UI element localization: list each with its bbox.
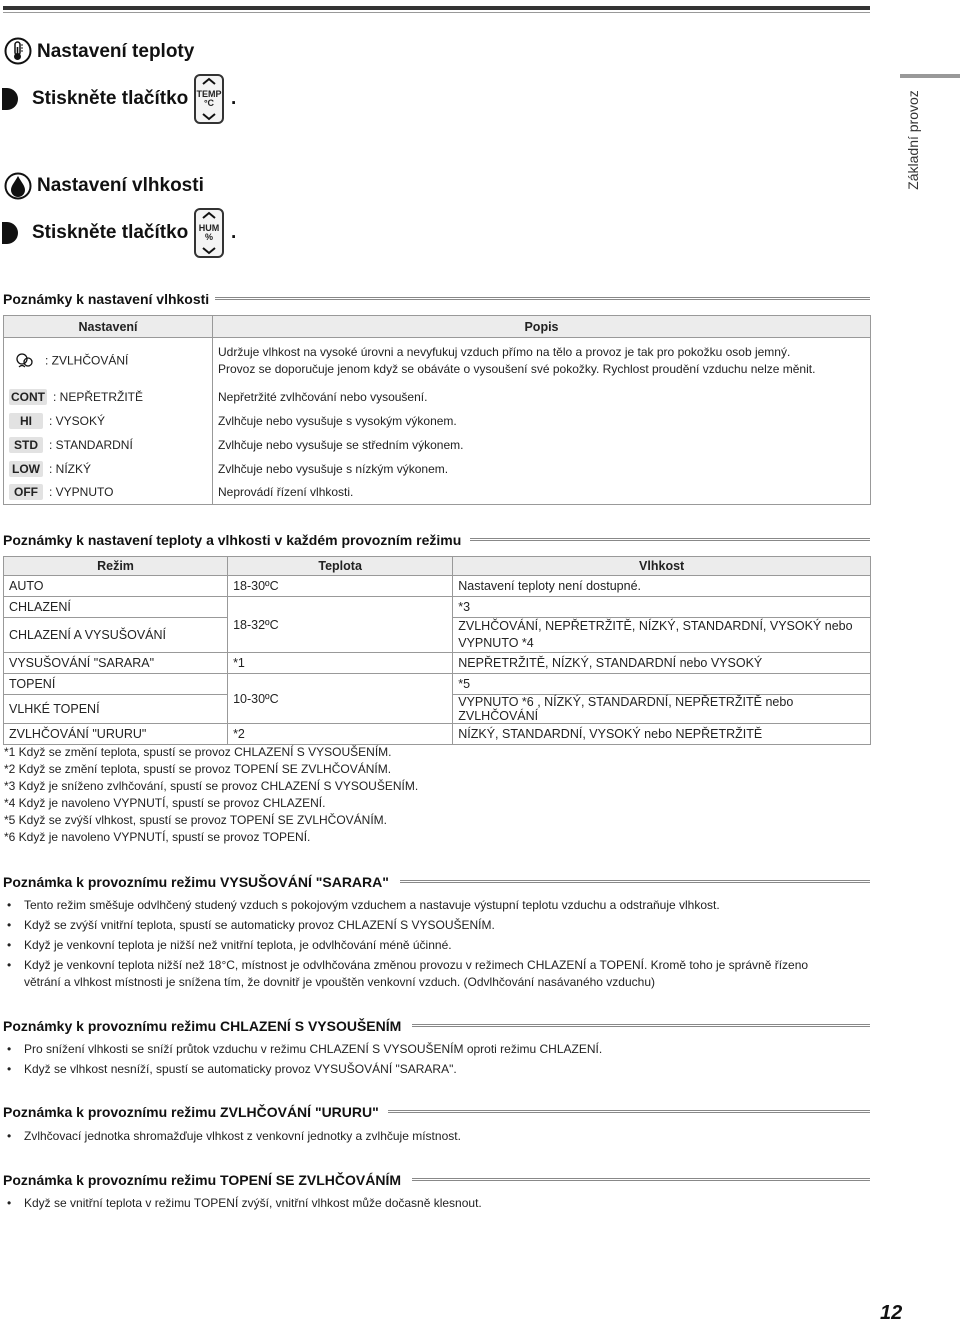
side-tab-bar <box>900 74 960 78</box>
table-row <box>4 481 871 505</box>
table-row <box>4 674 871 695</box>
section-title-cooldry: Poznámky k provoznímu režimu CHLAZENÍ S VYSOUŠENÍM <box>3 1018 407 1034</box>
mode-cell: AUTO <box>4 576 228 597</box>
humidity-cell: Nastavení teploty není dostupné. <box>453 576 871 597</box>
heathum-bullets <box>4 1195 864 1212</box>
mode-cell: VLHKÉ TOPENÍ <box>4 695 228 724</box>
setting-label: : ZVLHČOVÁNÍ <box>45 353 129 368</box>
col-description-header: Popis <box>213 316 871 338</box>
list-item: • Když se vnitřní teplota v režimu TOPENÍ zvýší, vnitřní vlhkost může dočasně klesnout. <box>4 1195 864 1212</box>
table-row <box>4 653 871 674</box>
mode-cell: ZVLHČOVÁNÍ "URURU" <box>4 724 228 745</box>
setting-label: : STANDARDNÍ <box>49 437 133 452</box>
table-row <box>4 338 871 385</box>
col-humidity-header: Vlhkost <box>453 557 871 576</box>
table-row <box>4 433 871 457</box>
setting-label: : VYSOKÝ <box>49 413 106 428</box>
humidity-cell: NEPŘETRŽITĚ, NÍZKÝ, STANDARDNÍ nebo VYSOKÝ <box>453 653 871 674</box>
temperature-cell: 18-30ºC <box>228 576 453 597</box>
page-number: 12 <box>880 1302 903 1324</box>
water-drop-icon <box>4 172 32 205</box>
humidify-icon <box>9 352 39 371</box>
step-marker <box>2 222 18 244</box>
setting-description: Neprovádí řízení vlhkosti. <box>213 481 871 505</box>
list-item: • Pro snížení vlhkosti se sníží průtok vzduchu v režimu CHLAZENÍ S VYSOUŠENÍM oproti režimu CHLAZENÍ. <box>4 1041 864 1058</box>
setting-description: Udržuje vlhkost na vysoké úrovni a nevyfukuj vzduch přímo na tělo a provoz je tak pro pokožku osob jemný. <box>218 345 791 360</box>
table-row <box>4 576 871 597</box>
footnote: *5 Když se zvýší vlhkost, spustí se provoz TOPENÍ SE ZVLHČOVÁNÍM. <box>4 813 388 827</box>
section-rule <box>388 1110 870 1113</box>
setting-description: Zvlhčuje nebo vysušuje s nízkým výkonem. <box>213 457 871 481</box>
mode-cell: VYSUŠOVÁNÍ "SARARA" <box>4 653 228 674</box>
mode-cell: CHLAZENÍ A VYSUŠOVÁNÍ <box>4 618 228 653</box>
hi-icon: HI <box>9 413 43 429</box>
list-item-line: • Když je venkovní teplota nižší než 18°C, místnost je odvlhčována změnou provozu v režimech CHLAZENÍ a TOPENÍ. Kromě toho je správně řízeno <box>24 958 809 972</box>
thermometer-icon <box>4 37 32 70</box>
table-header-row <box>4 557 871 576</box>
temperature-cell: 10-30ºC <box>228 674 453 724</box>
temperature-heading: Nastavení teploty <box>37 41 195 62</box>
low-icon: LOW <box>9 461 43 477</box>
temp-button-label: TEMP <box>196 89 222 99</box>
humidity-cell: VYPNUTO *6 , NÍZKÝ, STANDARDNÍ, NEPŘETRŽITĚ nebo ZVLHČOVÁNÍ <box>453 695 871 724</box>
table-row <box>4 409 871 433</box>
chevron-up-icon <box>201 77 217 85</box>
humidity-heading: Nastavení vlhkosti <box>37 175 204 196</box>
modes-table <box>3 556 871 745</box>
setting-description: Zvlhčuje nebo vysušuje se středním výkonem. <box>213 433 871 457</box>
temperature-cell: *1 <box>228 653 453 674</box>
footnote: *4 Když je navoleno VYPNUTÍ, spustí se provoz CHLAZENÍ. <box>4 796 326 810</box>
list-item: • Když se vlhkost nesníží, spustí se automaticky provoz VYSUŠOVÁNÍ "SARARA". <box>4 1061 864 1078</box>
temp-button-unit: °C <box>203 98 215 108</box>
table-row <box>4 724 871 745</box>
cont-icon: CONT <box>11 389 45 404</box>
ururu-bullets <box>4 1128 864 1145</box>
setting-description: Provoz se doporučuje jenom když se obáváte o vysoušení své pokožky. Rychlost proudění vzduchu nelze měnit. <box>218 362 816 377</box>
humidity-press-text: Stiskněte tlačítko <box>32 222 189 243</box>
temp-button[interactable] <box>194 74 224 124</box>
hum-button-label: HUM <box>198 223 220 233</box>
section-title-heathum: Poznámka k provoznímu režimu TOPENÍ SE ZVLHČOVÁNÍM <box>3 1172 407 1188</box>
list-item-line: větrání a vlhkost místnosti je snížena tím, že dovnitř je vpouštěn venkovní vzduch. (Odvlhčování nasávaného vzduchu) <box>24 975 655 989</box>
section-title-sarara: Poznámka k provoznímu režimu VYSUŠOVÁNÍ "SARARA" <box>3 874 395 890</box>
step-marker <box>2 88 18 110</box>
section-title-ururu: Poznámka k provoznímu režimu ZVLHČOVÁNÍ "URURU" <box>3 1104 385 1120</box>
section-rule <box>412 1024 870 1027</box>
std-icon: STD <box>9 437 43 453</box>
table-header-row <box>4 316 871 338</box>
footnote: *6 Když je navoleno VYPNUTÍ, spustí se provoz TOPENÍ. <box>4 830 311 844</box>
footnote: *3 Když je sníženo zvlhčování, spustí se provoz CHLAZENÍ S VYSOUŠENÍM. <box>4 779 419 793</box>
table-row <box>4 597 871 618</box>
table-row <box>4 385 871 409</box>
temperature-press-text: Stiskněte tlačítko <box>32 88 189 109</box>
setting-description: Nepřetržité zvlhčování nebo vysoušení. <box>213 385 871 409</box>
setting-description: Zvlhčuje nebo vysušuje s vysokým výkonem. <box>213 409 871 433</box>
col-temperature-header: Teplota <box>228 557 453 576</box>
mode-cell: CHLAZENÍ <box>4 597 228 618</box>
list-item: • Tento režim směšuje odvlhčený studený vzduch s pokojovým vzduchem a nastavuje výstupní teplotu vzduchu a odstraňuje vlhkost. <box>4 897 864 914</box>
section-rule <box>200 297 870 300</box>
top-rule <box>3 6 870 10</box>
chevron-up-icon <box>201 211 217 219</box>
humidity-settings-table <box>3 315 871 505</box>
table-row <box>4 457 871 481</box>
section-rule <box>400 880 870 883</box>
chevron-down-icon <box>201 247 217 255</box>
humidity-cell: *5 <box>453 674 871 695</box>
temperature-cell: 18-32ºC <box>228 597 453 653</box>
humidity-cell: NÍZKÝ, STANDARDNÍ, VYSOKÝ nebo NEPŘETRŽITĚ <box>453 724 871 745</box>
hum-button-unit: % <box>204 232 213 242</box>
section-rule <box>412 1178 870 1181</box>
col-setting-header: Nastavení <box>4 316 213 338</box>
col-mode-header: Režim <box>4 557 228 576</box>
section-title-humidity-notes: Poznámky k nastavení vlhkosti <box>3 291 215 307</box>
humidity-cell: ZVLHČOVÁNÍ, NEPŘETRŽITĚ, NÍZKÝ, STANDARDNÍ, VYSOKÝ nebo VYPNUTO *4 <box>453 618 871 653</box>
setting-label: : NEPŘETRŽITĚ <box>53 389 144 404</box>
chevron-down-icon <box>201 113 217 121</box>
off-icon: OFF <box>9 484 43 500</box>
list-item <box>4 957 864 991</box>
section-rule <box>470 538 870 541</box>
hum-button[interactable] <box>194 208 224 258</box>
list-item: • Když je venkovní teplota je nižší než vnitřní teplota, je odvlhčování méně účinné. <box>4 937 864 954</box>
temperature-period: . <box>231 88 237 109</box>
temperature-cell: *2 <box>228 724 453 745</box>
cooldry-bullets <box>4 1041 864 1078</box>
humidity-period: . <box>231 222 237 243</box>
setting-label: : VYPNUTO <box>49 485 114 500</box>
mode-cell: TOPENÍ <box>4 674 228 695</box>
footnote: *2 Když se změní teplota, spustí se provoz TOPENÍ SE ZVLHČOVÁNÍM. <box>4 762 392 776</box>
list-item: • Zvlhčovací jednotka shromažďuje vlhkost z venkovní jednotky a zvlhčuje místnost. <box>4 1128 864 1145</box>
footnote: *1 Když se změní teplota, spustí se provoz CHLAZENÍ S VYSOUŠENÍM. <box>4 745 392 759</box>
sarara-bullets <box>4 897 864 991</box>
humidity-cell: *3 <box>453 597 871 618</box>
top-rule-thin <box>3 12 870 13</box>
side-tab-label: Základní provoz <box>905 90 921 190</box>
footnotes <box>4 744 418 846</box>
section-title-mode-notes: Poznámky k nastavení teploty a vlhkosti v každém provozním režimu <box>3 532 467 548</box>
list-item: • Když se zvýší vnitřní teplota, spustí se automaticky provoz CHLAZENÍ S VYSOUŠENÍM. <box>4 917 864 934</box>
setting-label: : NÍZKÝ <box>49 461 92 476</box>
